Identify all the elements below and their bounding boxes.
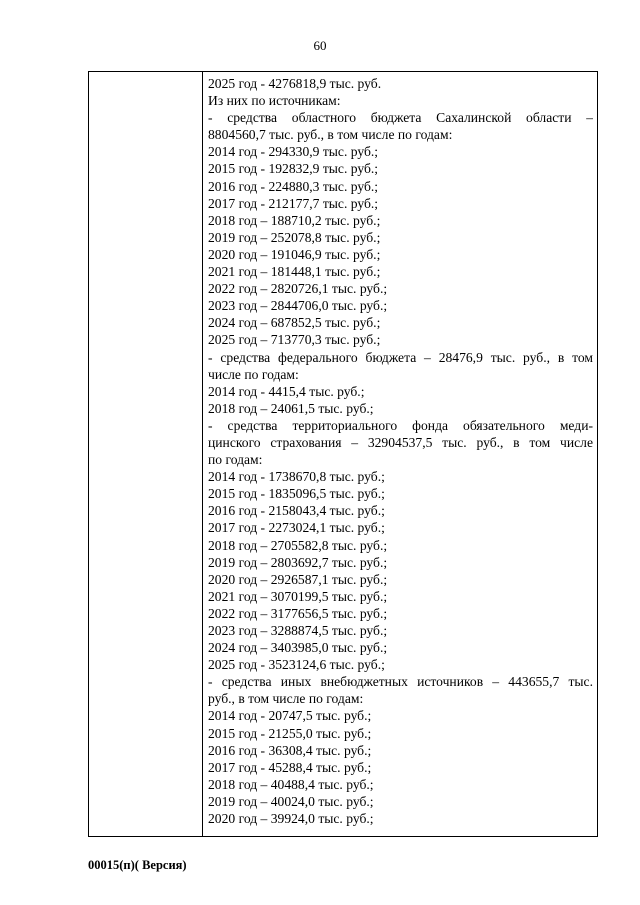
text-line: 2022 год – 2820726,1 тыс. руб.; bbox=[208, 281, 388, 297]
text-line: 2014 год - 4415,4 тыс. руб.; bbox=[208, 383, 365, 399]
text-line: 2020 год – 39924,0 тыс. руб.; bbox=[208, 811, 374, 827]
text-line: 2022 год – 3177656,5 тыс. руб.; bbox=[208, 605, 388, 621]
text-line: 2017 год - 45288,4 тыс. руб.; bbox=[208, 759, 372, 775]
text-line: 2016 год - 224880,3 тыс. руб.; bbox=[208, 178, 379, 194]
text-line: 2025 год - 3523124,6 тыс. руб.; bbox=[208, 657, 385, 673]
text-line: по годам: bbox=[208, 452, 263, 468]
text-line: 2017 год - 2273024,1 тыс. руб.; bbox=[208, 520, 385, 536]
text-line: - средства территориального фонда обязательного меди- bbox=[208, 417, 593, 433]
text-line: 2018 год – 40488,4 тыс. руб.; bbox=[208, 776, 374, 792]
text-line: 2018 год – 24061,5 тыс. руб.; bbox=[208, 400, 374, 416]
content-table bbox=[88, 71, 598, 837]
text-line: - средства областного бюджета Сахалинской области – bbox=[208, 110, 593, 126]
text-line: 2020 год – 2926587,1 тыс. руб.; bbox=[208, 571, 388, 587]
text-line: 2018 год – 188710,2 тыс. руб.; bbox=[208, 212, 381, 228]
text-line: 2019 год – 40024,0 тыс. руб.; bbox=[208, 793, 374, 809]
text-line: цинского страхования – 32904537,5 тыс. руб., в том числе bbox=[208, 434, 593, 450]
text-line: 2015 год - 192832,9 тыс. руб.; bbox=[208, 161, 379, 177]
text-line: 2016 год - 36308,4 тыс. руб.; bbox=[208, 742, 372, 758]
text-line: 2014 год - 20747,5 тыс. руб.; bbox=[208, 708, 372, 724]
text-line: 8804560,7 тыс. руб., в том числе по годам: bbox=[208, 127, 453, 143]
text-line: 2014 год - 294330,9 тыс. руб.; bbox=[208, 144, 379, 160]
text-line: 2019 год – 252078,8 тыс. руб.; bbox=[208, 229, 381, 245]
text-line: 2015 год - 1835096,5 тыс. руб.; bbox=[208, 486, 385, 502]
text-line: 2014 год - 1738670,8 тыс. руб.; bbox=[208, 469, 385, 485]
text-line: 2020 год – 191046,9 тыс. руб.; bbox=[208, 246, 381, 262]
text-line: - средства федерального бюджета – 28476,9 тыс. руб., в том bbox=[208, 349, 593, 365]
table-right-column bbox=[203, 72, 597, 836]
text-line: руб., в том числе по годам: bbox=[208, 691, 364, 707]
text-line: 2023 год – 3288874,5 тыс. руб.; bbox=[208, 623, 388, 638]
table-left-column bbox=[89, 72, 203, 836]
text-line: - средства иных внебюджетных источников – 443655,7 тыс. bbox=[208, 674, 593, 690]
text-line: 2019 год – 2803692,7 тыс. руб.; bbox=[208, 554, 388, 570]
text-line: 2021 год – 181448,1 тыс. руб.; bbox=[208, 264, 381, 280]
text-line: Из них по источникам: bbox=[208, 93, 341, 109]
text-line: 2016 год - 2158043,4 тыс. руб.; bbox=[208, 503, 385, 519]
text-line: 2025 год – 713770,3 тыс. руб.; bbox=[208, 332, 381, 348]
page-number: 60 bbox=[313, 38, 327, 53]
text-line: 2023 год – 2844706,0 тыс. руб.; bbox=[208, 298, 388, 314]
text-line: 2018 год – 2705582,8 тыс. руб.; bbox=[208, 537, 388, 553]
document-footer-code: 00015(п)( Версия) bbox=[88, 858, 187, 872]
text-line: 2024 год – 687852,5 тыс. руб.; bbox=[208, 315, 381, 331]
text-line: 2024 год – 3403985,0 тыс. руб.; bbox=[208, 640, 388, 656]
text-line: 2015 год - 21255,0 тыс. руб.; bbox=[208, 725, 372, 741]
text-line: 2017 год - 212177,7 тыс. руб.; bbox=[208, 195, 379, 211]
text-line: 2021 год – 3070199,5 тыс. руб.; bbox=[208, 588, 388, 604]
text-line: 2025 год - 4276818,9 тыс. руб. bbox=[208, 76, 382, 91]
text-line: числе по годам: bbox=[208, 366, 299, 382]
